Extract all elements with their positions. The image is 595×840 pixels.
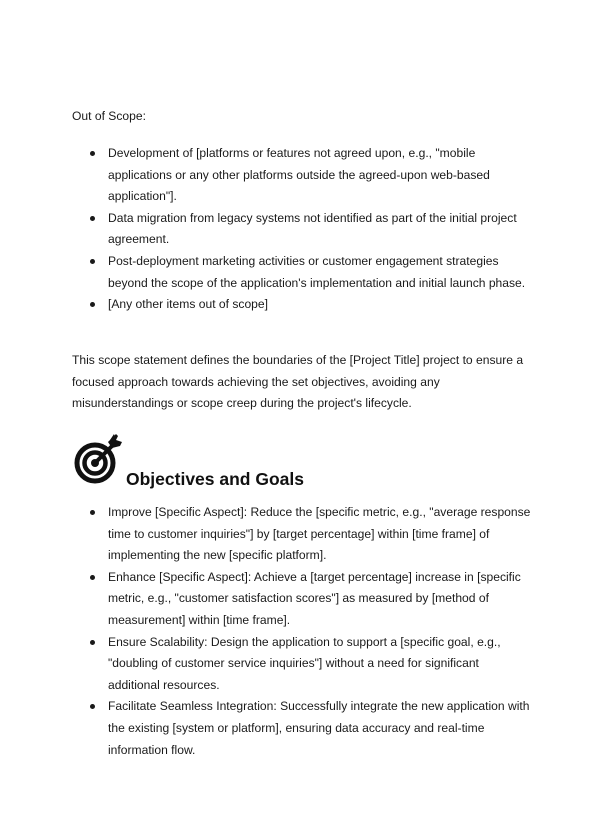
out-of-scope-heading: Out of Scope: (72, 109, 146, 123)
bullet-icon (90, 575, 95, 580)
bullet-icon (90, 640, 95, 645)
bullet-icon (90, 216, 95, 221)
list-item (72, 567, 532, 632)
list-item-text: Post-deployment marketing activities or customer engagement strategies beyond the scope of the application's implementation and initial launch phase. (108, 253, 526, 290)
scope-statement-paragraph: This scope statement defines the boundaries of the [Project Title] project to ensure a focused approach towards achieving the set objectives, avoiding any misunderstandings or scope creep during the project's lifecycle. (72, 353, 524, 411)
bullet-icon (90, 302, 95, 307)
list-item (72, 696, 532, 761)
bullet-icon (90, 510, 95, 515)
bullet-icon (90, 151, 95, 156)
out-of-scope-list (72, 143, 532, 316)
target-icon (72, 430, 126, 486)
list-item (72, 251, 532, 294)
list-item-text: Facilitate Seamless Integration: Successfully integrate the new application with the existing [system or platform], ensuring data accuracy and real-time information flow. (108, 699, 530, 757)
list-item (72, 502, 532, 567)
list-item-text: Development of [platforms or features not agreed upon, e.g., "mobile applications or any other platforms outside the agreed-upon web-based application"]. (108, 146, 490, 204)
list-item-text: Improve [Specific Aspect]: Reduce the [specific metric, e.g., "average response time to customer inquiries"] by [target percentage] within [time frame] of implementing the new [specific platform]. (108, 505, 531, 563)
bullet-icon (90, 259, 95, 264)
section-title: Objectives and Goals (126, 469, 304, 489)
list-item (72, 294, 532, 316)
list-item-text: [Any other items out of scope] (108, 297, 268, 312)
objectives-section-header (72, 430, 532, 490)
list-item (72, 208, 532, 251)
list-item-text: Data migration from legacy systems not identified as part of the initial project agreement. (108, 210, 517, 247)
list-item (72, 632, 532, 697)
list-item-text: Enhance [Specific Aspect]: Achieve a [target percentage] increase in [specific metric, e.g., "customer satisfaction scores"] as measured by [method of measurement] within [time frame]. (108, 569, 521, 627)
list-item (72, 143, 532, 208)
list-item-text: Ensure Scalability: Design the application to support a [specific goal, e.g., "doubling of customer service inquiries"] without a need for significant additional resources. (108, 634, 501, 692)
bullet-icon (90, 704, 95, 709)
objectives-list (72, 502, 532, 761)
